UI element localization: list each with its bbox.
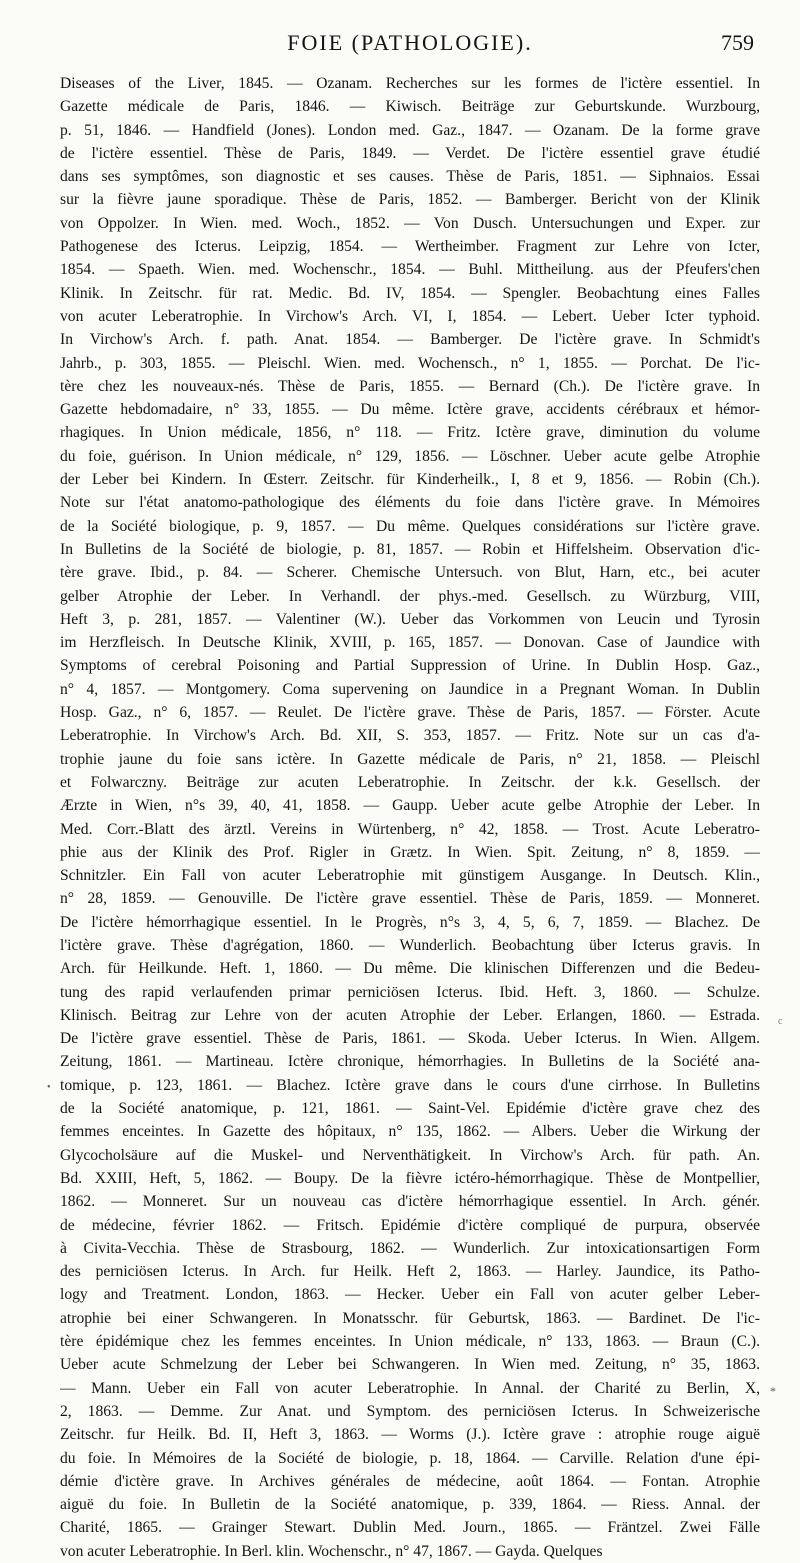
text-line: à Civita-Vecchia. Thèse de Strasbourg, 1862. — Wunderlich. Zur intoxicationsartigen Form [60,1239,760,1257]
text-line: Diseases of the Liver, 1845. — Ozanam. Recherches sur les formes de l'ictère essentiel. In [60,75,760,92]
text-line: l'ictère grave. Thèse d'agrégation, 1860. — Wunderlich. Beobachtung über Icterus gravis. In [60,936,760,954]
text-line: n° 4, 1857. — Montgomery. Coma supervening on Jaundice in a Pregnant Woman. In Dublin [60,680,760,698]
text-line: du foie. In Mémoires de la Société de biologie, p. 18, 1864. — Carville. Relation d'une épi- [60,1449,760,1467]
text-line: Symptoms of cerebral Poisoning and Partial Suppression of Urine. In Dublin Hosp. Gaz., [60,657,760,675]
text-line: Ærzte in Wien, n°s 39, 40, 41, 1858. — Gaupp. Ueber acute gelbe Atrophie der Leber. In [60,797,760,815]
text-line: sur la fièvre jaune sporadique. Thèse de Paris, 1852. — Bamberger. Bericht von der Klinik [60,191,760,209]
text-line: dans ses symptômes, son diagnostic et ses causes. Thèse de Paris, 1851. — Siphnaios. Essai [60,168,760,186]
text-line: In Bulletins de la Société de biologie, p. 81, 1857. — Robin et Hiffelsheim. Observation d'ic- [60,540,760,558]
text-line: im Herzfleisch. In Deutsche Klinik, XVIII, p. 165, 1857. — Donovan. Case of Jaundice with [60,634,760,652]
text-line: tomique, p. 123, 1861. — Blachez. Ictère grave dans le cours d'une cirrhose. In Bulletins [60,1076,760,1094]
text-line: gelber Atrophie der Leber. In Verhandl. der phys.-med. Gesellsch. zu Würzburg, VIII, [60,587,760,605]
text-line: tung des rapid verlaufenden primar perniciösen Icterus. Ibid. Heft. 3, 1860. — Schulze. [60,983,760,1001]
text-line: von acuter Leberatrophie. In Virchow's Arch. VI, I, 1854. — Lebert. Ueber Icter typhoid. [60,307,760,325]
text-line: 2, 1863. — Demme. Zur Anat. und Symptom. des perniciösen Icterus. In Schweizerische [60,1402,760,1420]
left-margin-mark: • [47,1082,51,1093]
text-line: rhagiques. In Union médicale, 1856, n° 118. — Fritz. Ictère grave, diminution du volume [60,424,760,442]
text-line: Klinik. In Zeitschr. für rat. Medic. Bd. IV, 1854. — Spengler. Beobachtung eines Falles [60,284,760,302]
text-line: démie d'ictère grave. In Archives générales de médecine, août 1864. — Fontan. Atrophie [60,1472,760,1490]
text-line: der Leber bei Kindern. In Œsterr. Zeitschr. für Kinderheilk., I, 8 et 9, 1856. — Robin (Ch.). [60,471,760,489]
text-line: phie aus der Klinik des Prof. Rigler in Grætz. In Wien. Spit. Zeitung, n° 8, 1859. — [60,843,760,861]
text-line: Zeitung, 1861. — Martineau. Ictère chronique, hémorrhagies. In Bulletins de la Société ana- [60,1053,760,1071]
text-line: Charité, 1865. — Grainger Stewart. Dublin Med. Journ., 1865. — Fräntzel. Zwei Fälle [60,1519,760,1537]
text-line: Gazette hebdomadaire, n° 33, 1855. — Du même. Ictère grave, accidents cérébraux et hémor- [60,401,760,419]
text-line: de la Société anatomique, p. 121, 1861. — Saint-Vel. Epidémie d'ictère grave chez des [60,1100,760,1118]
text-line: de l'ictère essentiel. Thèse de Paris, 1849. — Verdet. De l'ictère essentiel grave étudié [60,144,760,162]
text-line: Gazette médicale de Paris, 1846. — Kiwisch. Beiträge zur Geburtskunde. Wurzbourg, [60,98,760,116]
bibliography-text [60,72,760,1563]
text-line: Ueber acute Schmelzung der Leber bei Schwangeren. In Wien med. Zeitung, n° 35, 1863. [60,1356,760,1374]
text-line: Leberatrophie. In Virchow's Arch. Bd. XII, S. 353, 1857. — Fritz. Note sur un cas d'a- [60,727,760,745]
text-line: 1862. — Monneret. Sur un nouveau cas d'ictère hémorrhagique essentiel. In Arch. génér. [60,1193,760,1211]
bottom-margin-mark: * [770,1384,776,1398]
text-line: des perniciösen Icterus. In Arch. fur Heilk. Heft 2, 1863. — Harley. Jaundice, its Patho- [60,1263,760,1281]
text-line: et Folwarczny. Beiträge zur acuten Leberatrophie. In Zeitschr. der k.k. Gesellsch. der [60,773,760,791]
text-line: tère grave. Ibid., p. 84. — Scherer. Chemische Untersuch. von Blut, Harn, etc., bei acuter [60,564,760,582]
text-line: Hosp. Gaz., n° 6, 1857. — Reulet. De l'ictère grave. Thèse de Paris, 1857. — Förster. Acute [60,704,760,722]
text-line: von Oppolzer. In Wien. med. Woch., 1852. — Von Dusch. Untersuchungen und Exper. zur [60,214,760,232]
text-line: de la Société biologique, p. 9, 1857. — Du même. Quelques considérations sur l'ictère grave. [60,517,760,535]
text-line: tère chez les nouveaux-nés. Thèse de Paris, 1855. — Bernard (Ch.). De l'ictère grave. In [60,377,760,395]
text-line: 1854. — Spaeth. Wien. med. Wochenschr., 1854. — Buhl. Mittheilung. aus der Pfeufers'chen [60,261,760,279]
text-line: tère épidémique chez les femmes enceintes. In Union médicale, n° 133, 1863. — Braun (C.). [60,1333,760,1351]
text-line: femmes enceintes. In Gazette des hôpitaux, n° 135, 1862. — Albers. Ueber die Wirkung der [60,1123,760,1141]
text-line: Pathogenese des Icterus. Leipzig, 1854. — Wertheimber. Fragment zur Lehre von Icter, [60,238,760,256]
running-title: FOIE (PATHOLOGIE). [287,30,533,55]
text-line: Glycocholsäure auf die Muskel- und Nerventhätigkeit. In Virchow's Arch. für path. An. [60,1146,760,1164]
text-line: De l'ictère hémorrhagique essentiel. In le Progrès, n°s 3, 4, 5, 6, 7, 1859. — Blachez. De [60,913,760,931]
text-line: In Virchow's Arch. f. path. Anat. 1854. — Bamberger. De l'ictère grave. In Schmidt's [60,331,760,349]
text-line: Med. Corr.-Blatt des ärztl. Vereins in Würtenberg, n° 42, 1858. — Trost. Acute Leberatro- [60,820,760,838]
text-line: Note sur l'état anatomo-pathologique des éléments du foie dans l'ictère grave. In Mémoires [60,494,760,512]
text-line: trophie jaune du foie sans ictère. In Gazette médicale de Paris, n° 21, 1858. — Pleischl [60,750,760,768]
text-line: — Mann. Ueber ein Fall von acuter Leberatrophie. In Annal. der Charité zu Berlin, X, [60,1379,760,1397]
page-header [60,26,760,64]
text-line: von acuter Leberatrophie. In Berl. klin. Wochenschr., n° 47, 1867. — Gayda. Quelques [60,1542,603,1560]
text-line: Zeitschr. fur Heilk. Bd. II, Heft 3, 1863. — Worms (J.). Ictère grave : atrophie rouge aiguë [60,1426,760,1444]
text-line: du foie, guérison. In Union médicale, n° 129, 1856. — Löschner. Ueber acute gelbe Atrophie [60,447,760,465]
right-margin-mark: c [778,1016,783,1027]
page-number: 759 [721,30,754,55]
text-line: Schnitzler. Ein Fall von acuter Leberatrophie mit günstigem Ausgange. In Deutsch. Klin., [60,867,760,885]
text-line: p. 51, 1846. — Handfield (Jones). London med. Gaz., 1847. — Ozanam. De la forme grave [60,121,760,139]
text-line: Heft 3, p. 281, 1857. — Valentiner (W.). Ueber das Vorkommen von Leucin und Tyrosin [60,610,760,628]
text-line: Klinisch. Beitrag zur Lehre von der acuten Atrophie der Leber. Erlangen, 1860. — Estrada. [60,1006,760,1024]
text-line: De l'ictère grave essentiel. Thèse de Paris, 1861. — Skoda. Ueber Icterus. In Wien. Allgem. [60,1030,760,1048]
text-line: atrophie bei einer Schwangeren. In Monatsschr. für Geburtsk, 1863. — Bardinet. De l'ic- [60,1309,760,1327]
text-line: aiguë du foie. In Bulletin de la Société anatomique, p. 339, 1864. — Riess. Annal. der [60,1496,760,1514]
text-line: Jahrb., p. 303, 1855. — Pleischl. Wien. med. Wochensch., n° 1, 1855. — Porchat. De l'ic- [60,354,760,372]
text-line: de médecine, février 1862. — Fritsch. Epidémie d'ictère compliqué de purpura, observée [60,1216,760,1234]
text-line: Bd. XXIII, Heft, 5, 1862. — Boupy. De la fièvre ictéro-hémorrhagique. Thèse de Montpellier, [60,1169,760,1187]
text-line: n° 28, 1859. — Genouville. De l'ictère grave essentiel. Thèse de Paris, 1859. — Monneret. [60,890,760,908]
text-line: logy and Treatment. London, 1863. — Hecker. Ueber ein Fall von acuter gelber Leber- [60,1286,760,1304]
text-line: Arch. für Heilkunde. Heft. 1, 1860. — Du même. Die klinischen Differenzen und die Bedeu- [60,960,760,978]
